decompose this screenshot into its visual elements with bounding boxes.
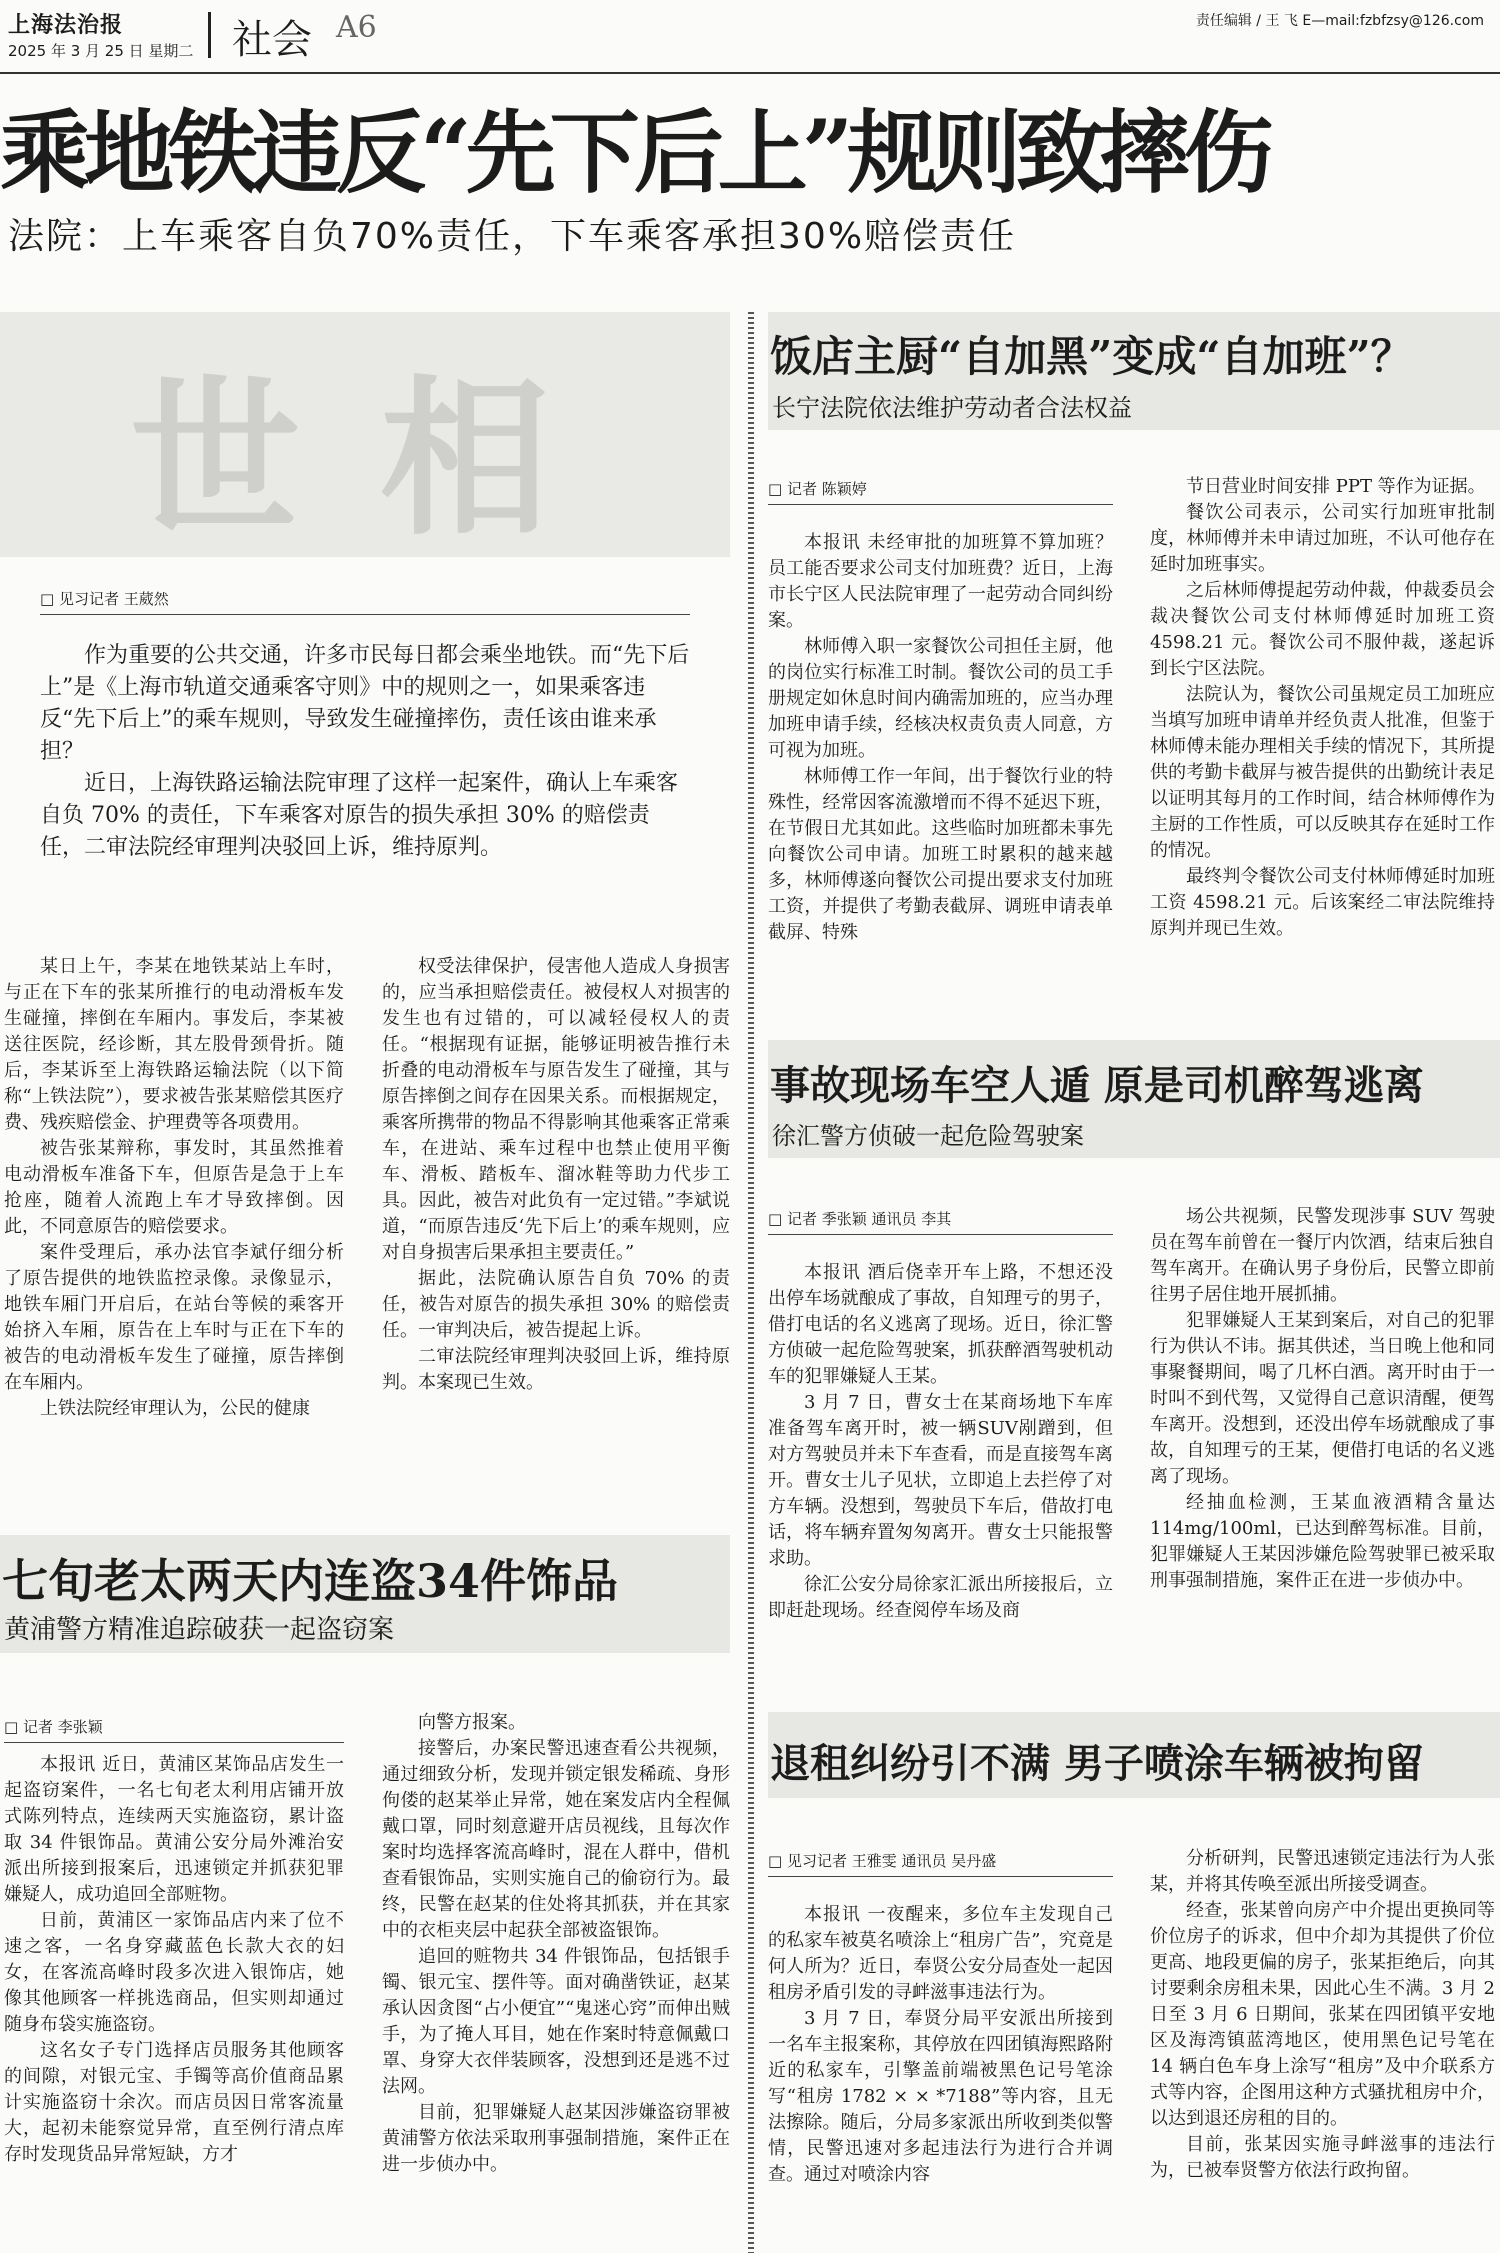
theft-subtitle: 黄浦警方精准追踪破获一起盗窃案 xyxy=(4,1615,395,1645)
accident-byline: □ 记者 季张颖 通讯员 李其 xyxy=(768,1210,952,1228)
chef-headline-band xyxy=(768,312,1500,430)
lead-intro xyxy=(40,640,690,864)
accident-subtitle: 徐汇警方侦破一起危险驾驶案 xyxy=(772,1122,1084,1150)
accident-paragraph: 3 月 7 日，曹女士在某商场地下车库准备驾车离开时，被一辆SUV剐蹭到，但对方驾驶员并未下车查看，而是直接驾车离开。曹女士儿子见状，立即追上去拦停了对方车辆。没想到，驾驶员下车后，借故打电话，将车辆弃置匆匆离开。曹女士只能报警求助。 xyxy=(768,1392,1113,1569)
chef-byline-rule xyxy=(768,504,1113,505)
theft-paragraph: 向警方报案。 xyxy=(418,1712,526,1733)
art-char-xiang: 相 xyxy=(380,359,551,557)
chef-column-2 xyxy=(1150,474,1495,982)
chef-subtitle: 长宁法院依法维护劳动者合法权益 xyxy=(772,394,1132,422)
chef-paragraph: 林师傅入职一家餐饮公司担任主厨，他的岗位实行标准工时制。餐饮公司的员工手册规定如休息时间内确需加班的，应当办理加班申请手续，经核决权责负责人同意，方可视为加班。 xyxy=(768,636,1113,761)
theft-column-1 xyxy=(4,1752,344,2247)
rental-column-1 xyxy=(768,1902,1113,2248)
chef-paragraph: 林师傅工作一年间，出于餐饮行业的特殊性，经常因客流激增而不得不延迟下班，在节假日尤其如此。这些临时加班都未事先向餐饮公司申请。加班工时累积的越来越多，林师傅遂向餐饮公司提出要求支付加班工资，并提供了考勤表截屏、调班申请表单截屏、特殊 xyxy=(768,766,1113,943)
chef-byline: □ 记者 陈颖婷 xyxy=(768,480,867,498)
theft-byline: □ 记者 李张颖 xyxy=(4,1718,103,1736)
theft-column-2 xyxy=(382,1710,730,2247)
page-number: A6 xyxy=(336,10,377,45)
lead-column-1 xyxy=(4,954,344,1494)
chef-paragraph: 本报讯 未经审批的加班算不算加班？员工能否要求公司支付加班费？近日，上海市长宁区人民法院审理了一起劳动合同纠纷案。 xyxy=(768,532,1113,631)
lead-column-2 xyxy=(382,954,730,1494)
rental-paragraph: 分析研判，民警迅速锁定违法行为人张某，并将其传唤至派出所接受调查。 xyxy=(1150,1848,1495,1895)
rental-title: 退租纠纷引不满 男子喷涂车辆被拘留 xyxy=(770,1740,1424,1787)
masthead-divider xyxy=(208,12,211,58)
chef-paragraph: 最终判令餐饮公司支付林师傅延时加班工资 4598.21 元。后该案经二审法院维持原判并现已生效。 xyxy=(1150,866,1495,939)
art-char-shi: 世 xyxy=(130,359,301,557)
lead-paragraph: 某日上午，李某在地铁某站上车时，与正在下车的张某所推行的电动滑板车发生碰撞，摔倒在车厢内。事发后，李某被送往医院，经诊断，其左股骨颈骨折。随后，李某诉至上海铁路运输法院（以下简称“上铁法院”），要求被告张某赔偿其医疗费、残疾赔偿金、护理费等各项费用。 xyxy=(4,956,344,1133)
section-name: 社会 xyxy=(232,17,312,63)
rental-paragraph: 经查，张某曾向房产中介提出更换同等价位房子的诉求，但中介却为其提供了价位更高、地段更偏的房子，张某拒绝后，向其讨要剩余房租未果，因此心生不满。3 月 2 日至 3 月 6 日期间，张某在四团镇平安地区及海湾镇蓝湾地区，使用黑色记号笔在 14 辆白色车身上涂写“租房”及中介联系方式等内容，企图用这种方式骚扰租房中介，以达到退还房租的目的。 xyxy=(1150,1900,1495,2129)
accident-paragraph: 经抽血检测，王某血液酒精含量达114mg/100ml，已达到醉驾标准。目前，犯罪嫌疑人王某因涉嫌危险驾驶罪已被采取刑事强制措施，案件正在进一步侦办中。 xyxy=(1150,1492,1495,1591)
rental-column-2 xyxy=(1150,1846,1495,2248)
rental-headline-band xyxy=(768,1712,1500,1798)
lead-paragraph: 据此，法院确认原告自负 70% 的责任，被告对原告的损失承担 30% 的赔偿责任。一审判决后，被告提起上诉。 xyxy=(382,1268,730,1341)
theft-paragraph: 接警后，办案民警迅速查看公共视频，通过细致分析，发现并锁定银发稀疏、身形佝偻的赵某举止异常，她在案发店内全程佩戴口罩，同时刻意避开店员视线，且每次作案时均选择客流高峰时，混在人群中，借机查看银饰品，实则实施自己的偷窃行为。最终，民警在赵某的住处将其抓获，并在其家中的衣柜夹层中起获全部被盗银饰。 xyxy=(382,1738,730,1941)
accident-column-1 xyxy=(768,1260,1113,1660)
lead-byline: □ 见习记者 王葳然 xyxy=(40,590,169,608)
lead-intro-paragraph: 近日，上海铁路运输法院审理了这样一起案件，确认上车乘客自负 70% 的责任，下车乘客对原告的损失承担 30% 的赔偿责任，二审法院经审理判决驳回上诉，维持原判。 xyxy=(40,771,679,860)
chef-paragraph: 餐饮公司表示，公司实行加班审批制度，林师傅并未申请过加班，不认可他存在延时加班事实。 xyxy=(1150,502,1495,575)
rental-byline-rule xyxy=(768,1876,1113,1877)
rental-paragraph: 目前，张某因实施寻衅滋事的违法行为，已被奉贤警方依法行政拘留。 xyxy=(1150,2134,1495,2181)
lead-subhead: 法院：上车乘客自负70%责任，下车乘客承担30%赔偿责任 xyxy=(8,216,1017,257)
theft-paragraph: 本报讯 近日，黄浦区某饰品店发生一起盗窃案件，一名七旬老太利用店铺开放式陈列特点，连续两天实施盗窃，累计盗取 34 件银饰品。黄浦公安分局外滩治安派出所接到报案后，迅速锁定并抓获犯罪嫌疑人，成功追回全部赃物。 xyxy=(4,1754,344,1905)
paper-name: 上海法治报 xyxy=(8,12,124,38)
lead-paragraph: 权受法律保护，侵害他人造成人身损害的，应当承担赔偿责任。被侵权人对损害的发生也有过错的，可以减轻侵权人的责任。“根据现有证据，能够证明被告推行未折叠的电动滑板车与原告发生了碰撞，其与原告摔倒之间存在因果关系。而根据规定，乘客所携带的物品不得影响其他乘客正常乘车，在进站、乘车过程中也禁止使用平衡车、滑板、踏板车、溜冰鞋等助力代步工具。因此，被告对此负有一定过错。”李斌说道，“而原告违反‘先下后上’的乘车规则，应对自身损害后果承担主要责任。” xyxy=(382,956,730,1263)
editor-info: 责任编辑 / 王 飞 E—mail:fzbfzsy@126.com xyxy=(1195,13,1484,29)
accident-paragraph: 本报讯 酒后侥幸开车上路，不想还没出停车场就酿成了事故，自知理亏的男子，借打电话的名义逃离了现场。近日，徐汇警方侦破一起危险驾驶案，抓获醉酒驾驶机动车的犯罪嫌疑人王某。 xyxy=(768,1262,1113,1387)
lead-headline: 乘地铁违反“先下后上”规则致摔伤 xyxy=(0,100,1268,206)
accident-paragraph: 徐汇公安分局徐家汇派出所接报后，立即赶赴现场。经查阅停车场及商 xyxy=(768,1574,1113,1621)
accident-byline-rule xyxy=(768,1234,1113,1235)
theft-paragraph: 日前，黄浦区一家饰品店内来了位不速之客，一名身穿藏蓝色长款大衣的妇女，在客流高峰时段多次进入银饰店，她像其他顾客一样挑选商品，但实则却通过随身布袋实施盗窃。 xyxy=(4,1910,344,2035)
column-divider xyxy=(748,312,754,2253)
masthead xyxy=(0,0,1500,70)
chef-paragraph: 法院认为，餐饮公司虽规定员工加班应当填写加班申请单并经负责人批准，但鉴于林师傅未能办理相关手续的情况下，其所提供的考勤卡截屏与被告提供的出勤统计表足以证明其每月的工作时间，结合林师傅作为主厨的工作性质，可以反映其存在延时工作的情况。 xyxy=(1150,684,1495,861)
theft-paragraph: 追回的赃物共 34 件银饰品，包括银手镯、银元宝、摆件等。面对确凿铁证，赵某承认因贪图“占小便宜”“鬼迷心窍”而伸出贼手，为了掩人耳目，她在作案时特意佩戴口罩、身穿大衣伴装顾客，没想到还是逃不过法网。 xyxy=(382,1946,730,2097)
section-art-shixiang xyxy=(0,312,730,557)
masthead-rule xyxy=(0,72,1500,74)
theft-paragraph: 目前，犯罪嫌疑人赵某因涉嫌盗窃罪被黄浦警方依法采取刑事强制措施，案件正在进一步侦办中。 xyxy=(382,2102,730,2175)
rental-paragraph: 3 月 7 日，奉贤分局平安派出所接到一名车主报案称，其停放在四团镇海熙路附近的私家车，引擎盖前端被黑色记号笔涂写“租房 1782 × × *7188”等内容，且无法擦除。随后，分局多家派出所收到类似警情，民警迅速对多起违法行为进行合并调查。通过对喷涂内容 xyxy=(768,2008,1113,2185)
lead-paragraph: 二审法院经审理判决驳回上诉，维持原判。本案现已生效。 xyxy=(382,1346,730,1393)
rental-paragraph: 本报讯 一夜醒来，多位车主发现自己的私家车被莫名喷涂上“租房广告”，究竟是何人所为？近日，奉贤公安分局查处一起因租房矛盾引发的寻衅滋事违法行为。 xyxy=(768,1904,1113,2003)
chef-title: 饭店主厨“自加黑”变成“自加班”？ xyxy=(770,332,1413,381)
lead-paragraph: 上铁法院经审理认为，公民的健康 xyxy=(40,1398,310,1419)
accident-headline-band xyxy=(768,1040,1500,1158)
theft-paragraph: 这名女子专门选择店员服务其他顾客的间隙，对银元宝、手镯等高价值商品累计实施盗窃十余次。而店员因日常客流量大，起初未能察觉异常，直至例行清点库存时发现货品异常短缺，方才 xyxy=(4,2040,344,2165)
chef-paragraph: 节日营业时间安排 PPT 等作为证据。 xyxy=(1186,476,1486,497)
accident-title: 事故现场车空人遁 原是司机醉驾逃离 xyxy=(770,1062,1424,1109)
accident-paragraph: 犯罪嫌疑人王某到案后，对自己的犯罪行为供认不讳。据其供述，当日晚上他和同事聚餐期间，喝了几杯白酒。离开时由于一时叫不到代驾，又觉得自己意识清醒，便驾车离开。没想到，还没出停车场就酿成了事故，自知理亏的王某，便借打电话的名义逃离了现场。 xyxy=(1150,1310,1495,1487)
accident-column-2 xyxy=(1150,1204,1495,1660)
issue-date: 2025 年 3 月 25 日 星期二 xyxy=(8,42,194,60)
lead-byline-rule xyxy=(40,614,690,615)
lead-intro-paragraph: 作为重要的公共交通，许多市民每日都会乘坐地铁。而“先下后上”是《上海市轨道交通乘客守则》中的规则之一，如果乘客违反“先下后上”的乘车规则，导致发生碰撞摔伤，责任该由谁来承担？ xyxy=(40,643,690,764)
chef-paragraph: 之后林师傅提起劳动仲裁，仲裁委员会裁决餐饮公司支付林师傅延时加班工资 4598.21 元。餐饮公司不服仲裁，遂起诉到长宁区法院。 xyxy=(1150,580,1495,679)
lead-paragraph: 被告张某辩称，事发时，其虽然推着电动滑板车准备下车，但原告是急于上车抢座，随着人流跑上车才导致摔倒。因此，不同意原告的赔偿要求。 xyxy=(4,1138,344,1237)
chef-column-1 xyxy=(768,530,1113,982)
lead-paragraph: 案件受理后，承办法官李斌仔细分析了原告提供的地铁监控录像。录像显示，地铁车厢门开启后，在站台等候的乘客开始挤入车厢，原告在上车时与正在下车的被告的电动滑板车发生了碰撞，原告摔倒在车厢内。 xyxy=(4,1242,344,1393)
theft-headline-band xyxy=(0,1535,730,1653)
theft-byline-rule xyxy=(4,1742,344,1743)
rental-byline: □ 见习记者 王雅雯 通讯员 吴丹盛 xyxy=(768,1852,997,1870)
accident-paragraph: 场公共视频，民警发现涉事 SUV 驾驶员在驾车前曾在一餐厅内饮酒，结束后独自驾车离开。在确认男子身份后，民警立即前往男子居住地开展抓捕。 xyxy=(1150,1206,1495,1305)
theft-title: 七旬老太两天内连盗34件饰品 xyxy=(2,1554,619,1608)
